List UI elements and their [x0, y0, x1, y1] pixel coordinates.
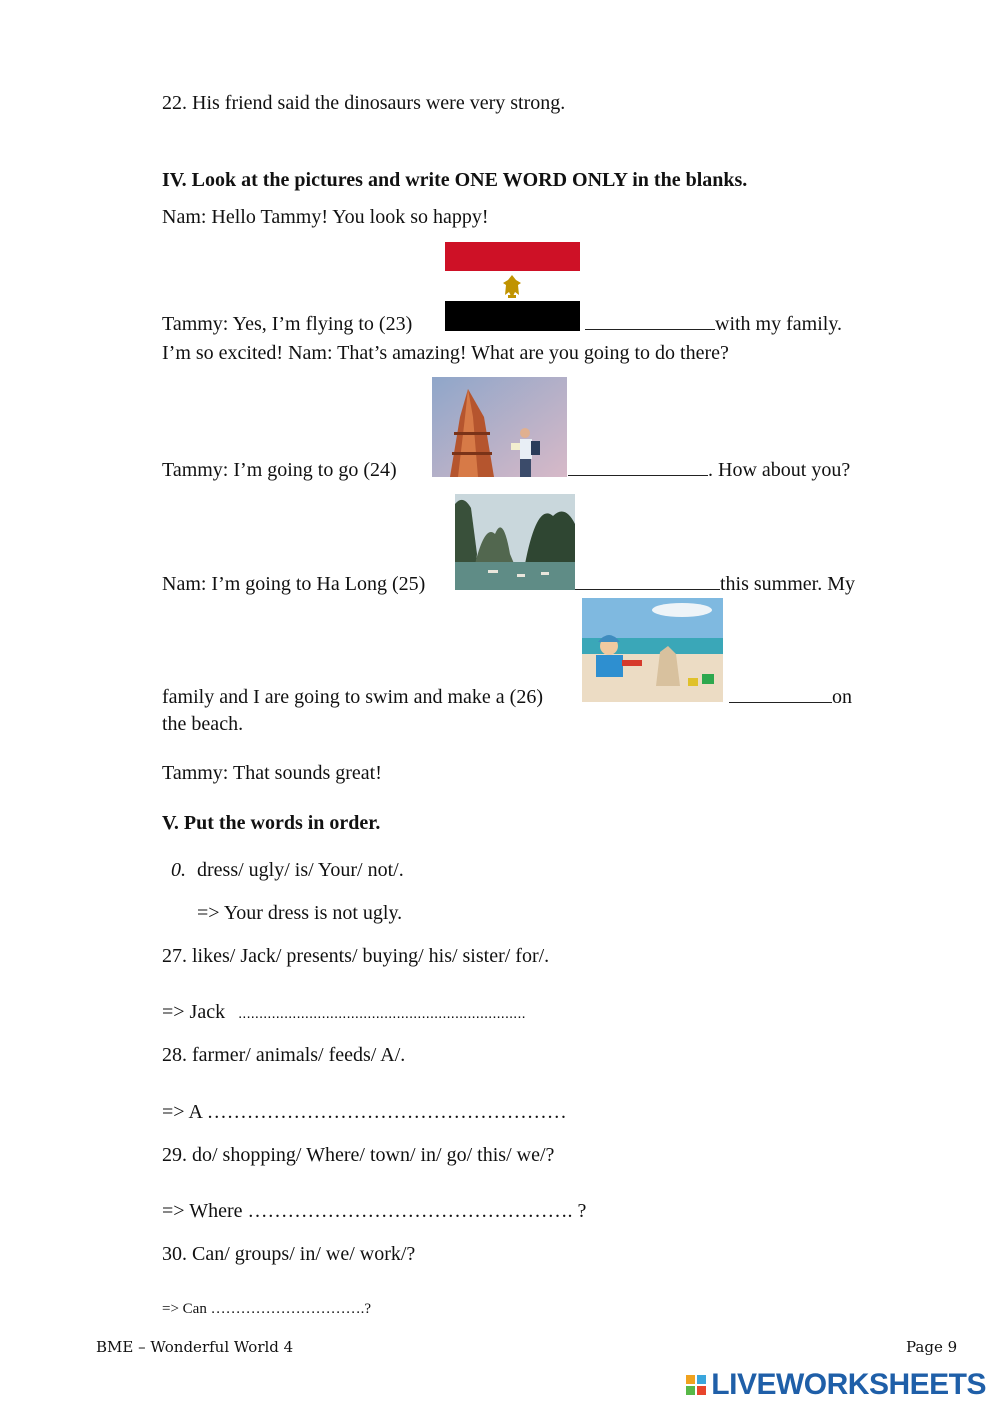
- dialogue-line-end: Tammy: That sounds great!: [162, 762, 382, 784]
- question-28: 28. farmer/ animals/ feeds/ A/.: [162, 1044, 406, 1066]
- question-25-answer: [575, 572, 855, 596]
- example-number: 0.: [171, 859, 186, 881]
- answer-blank-23[interactable]: [585, 312, 715, 330]
- question-24-text: Tammy: I’m going to go (24): [162, 459, 397, 481]
- footer-book-title: BME – Wonderful World 4: [96, 1338, 294, 1356]
- question-23-line: [162, 312, 412, 336]
- egypt-flag-image: [445, 242, 580, 331]
- section-5-title: V. Put the words in order.: [162, 812, 381, 834]
- dialogue-line-1: Nam: Hello Tammy! You look so happy!: [162, 206, 489, 228]
- question-24-after: . How about you?: [708, 459, 851, 481]
- question-26-text: family and I are going to swim and make a (26): [162, 686, 543, 708]
- question-27: 27. likes/ Jack/ presents/ buying/ his/ sister/ for/.: [162, 945, 550, 967]
- question-23-answer: [585, 312, 842, 336]
- section-4-title: IV. Look at the pictures and write ONE WORD ONLY in the blanks.: [162, 169, 748, 191]
- liveworksheets-icon: [686, 1375, 706, 1395]
- example-answer: => Your dress is not ugly.: [197, 902, 403, 924]
- sightseeing-image: [432, 377, 567, 477]
- liveworksheets-logo: [686, 1368, 986, 1402]
- question-30: 30. Can/ groups/ in/ we/ work/?: [162, 1243, 416, 1265]
- question-23-after: with my family.: [715, 313, 843, 335]
- question-25-text: Nam: I’m going to Ha Long (25): [162, 573, 426, 595]
- question-26-continued: the beach.: [162, 713, 244, 735]
- answer-27-prefix: => Jack: [162, 1001, 226, 1023]
- question-24-answer: [568, 458, 850, 482]
- sandcastle-image: [582, 598, 723, 702]
- question-23-text: Tammy: Yes, I’m flying to (23): [162, 313, 413, 335]
- liveworksheets-wordmark: LIVEWORKSHEETS: [711, 1368, 986, 1401]
- answer-27-dots[interactable]: .....................................................................: [238, 1005, 526, 1022]
- question-29: 29. do/ shopping/ Where/ town/ in/ go/ this/ we/?: [162, 1144, 555, 1166]
- question-22: 22. His friend said the dinosaurs were very strong.: [162, 92, 566, 114]
- example-words: dress/ ugly/ is/ Your/ not/.: [197, 859, 404, 881]
- question-25-after: this summer. My: [720, 573, 856, 595]
- dialogue-line-excited: I’m so excited! Nam: That’s amazing! What are you going to do there?: [162, 342, 729, 364]
- ha-long-bay-image: [455, 494, 575, 590]
- answer-blank-24[interactable]: [568, 458, 708, 476]
- answer-blank-26[interactable]: [729, 685, 832, 703]
- answer-line-29[interactable]: => Where …………………………………………. ?: [162, 1200, 587, 1222]
- footer-page-number: Page 9: [906, 1338, 958, 1356]
- question-26-after: on: [832, 686, 852, 708]
- answer-blank-25[interactable]: [575, 572, 720, 590]
- answer-line-30[interactable]: => Can ………………………….?: [162, 1301, 371, 1317]
- answer-line-27: [162, 1000, 526, 1026]
- eagle-icon: [445, 271, 580, 301]
- answer-line-28[interactable]: => A ………………………………………………: [162, 1101, 567, 1123]
- question-26-answer: [729, 685, 852, 709]
